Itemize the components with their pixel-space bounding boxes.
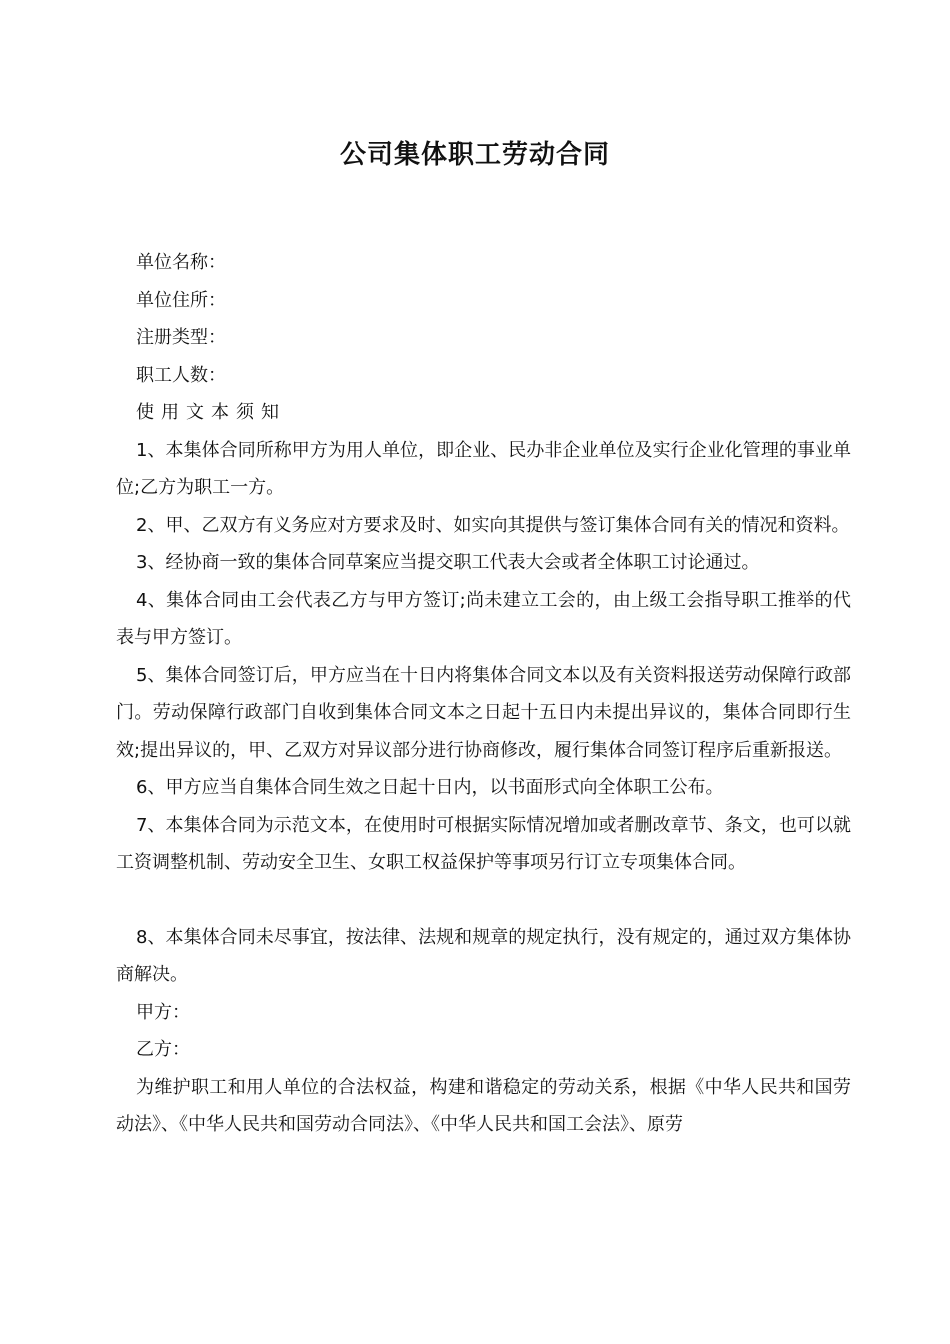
notice-item-3: 3、经协商一致的集体合同草案应当提交职工代表大会或者全体职工讨论通过。 [136, 552, 760, 573]
notice-item-7: 7、本集体合同为示范文本，在使用时可根据实际情况增加或者删改章节、条文，也可以就工资调整机制、劳动安全卫生、女职工权益保护等事项另行订立专项集体合同。 [116, 814, 851, 873]
document-title: 公司集体职工劳动合同 [339, 140, 610, 170]
notice-item-6: 6、甲方应当自集体合同生效之日起十日内，以书面形式向全体职工公布。 [136, 777, 724, 798]
notice-item-1: 1、本集体合同所称甲方为用人单位，即企业、民办非企业单位及实行企业化管理的事业单位;乙方为职工一方。 [116, 439, 851, 498]
field-registration-type: 注册类型： [136, 327, 226, 348]
document-body [116, 244, 851, 1144]
notice-item-5: 5、集体合同签订后，甲方应当在十日内将集体合同文本以及有关资料报送劳动保障行政部门。劳动保障行政部门自收到集体合同文本之日起十五日内未提出异议的，集体合同即行生效;提出异议的，甲、乙双方对异议部分进行协商修改，履行集体合同签订程序后重新报送。 [116, 664, 851, 761]
notice-heading: 使用文本须知 [136, 402, 286, 423]
notice-item-8: 8、本集体合同未尽事宜，按法律、法规和规章的规定执行，没有规定的，通过双方集体协商解决。 [116, 926, 851, 985]
field-unit-address: 单位住所： [136, 289, 226, 311]
notice-item-4: 4、集体合同由工会代表乙方与甲方签订;尚未建立工会的，由上级工会指导职工推举的代表与甲方签订。 [116, 589, 851, 648]
notice-item-2: 2、甲、乙双方有义务应对方要求及时、如实向其提供与签订集体合同有关的情况和资料。 [136, 514, 850, 536]
party-a-label: 甲方： [136, 1001, 190, 1023]
field-employee-count: 职工人数： [136, 364, 226, 386]
field-unit-name: 单位名称： [136, 252, 226, 273]
preamble-paragraph: 为维护职工和用人单位的合法权益，构建和谐稳定的劳动关系，根据《中华人民共和国劳动法》、《中华人民共和国劳动合同法》、《中华人民共和国工会法》、原劳 [116, 1076, 851, 1135]
party-b-label: 乙方： [136, 1039, 190, 1060]
